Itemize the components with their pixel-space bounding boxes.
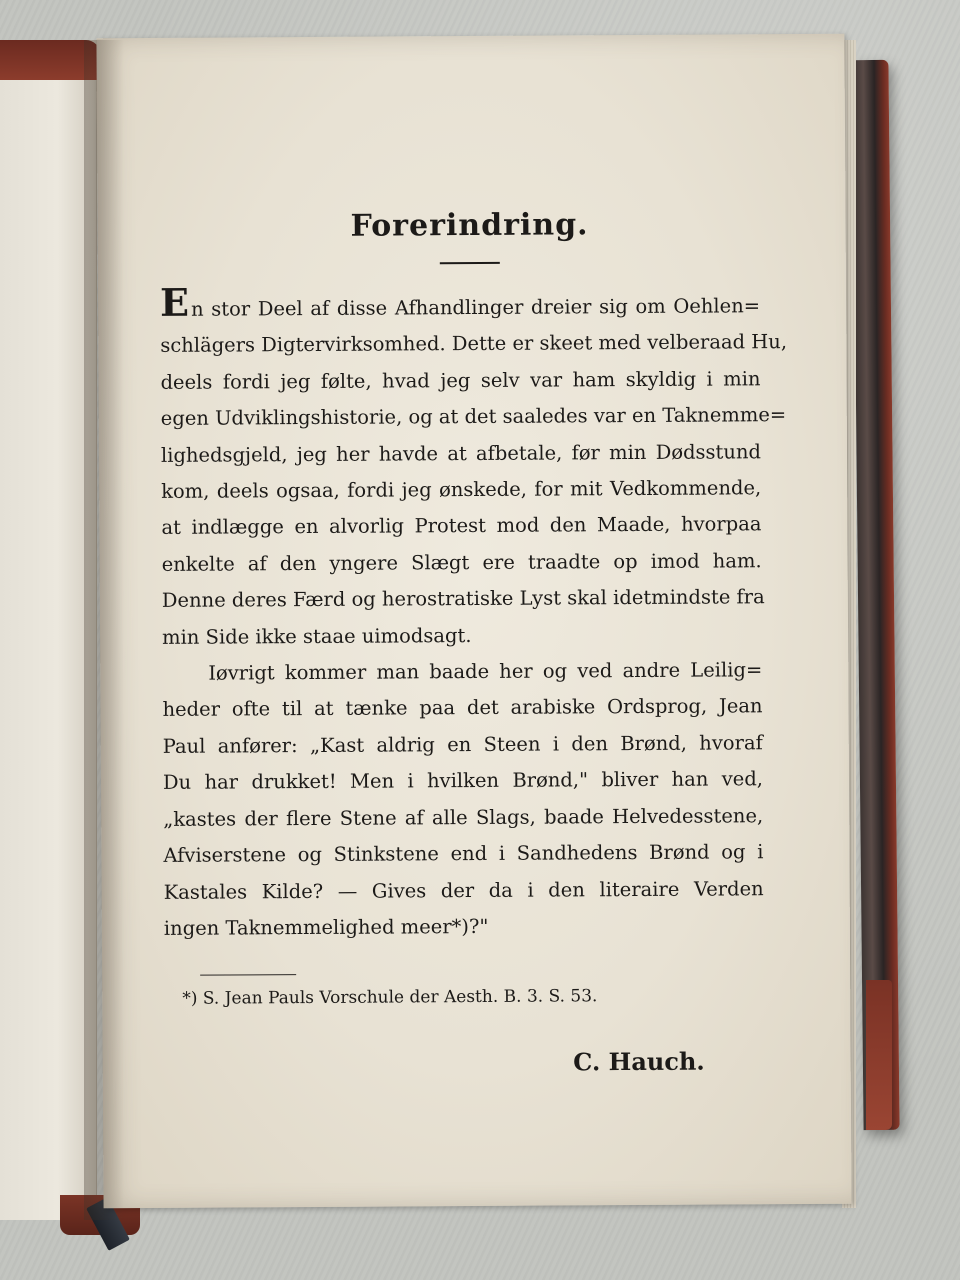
text-line: ingen Taknemmelighed meer*)?" (163, 914, 489, 940)
page-content (159, 204, 788, 1079)
text-line: schlägers Digtervirksomhed. Dette er skeet med velberaad Hu, (160, 330, 788, 358)
text-line: Paul anfører: „Kast aldrig en Steen i den Brønd, hvoraf (162, 731, 763, 758)
book-cover-corner (866, 980, 892, 1130)
text-line: at indlægge en alvorlig Protest mod den Maade, hvorpaa (161, 512, 762, 540)
text-line (159, 279, 761, 328)
title-rule (440, 262, 500, 264)
signature: C. Hauch. (573, 1046, 705, 1077)
text-line: enkelte af den yngere Slægt ere traadte op imod ham. (161, 549, 762, 576)
footnote: *) S. Jean Pauls Vorschule der Aesth. B. 3. S. 53. (182, 986, 598, 1010)
text-line-content: n stor Deel af disse Afhandlinger dreier sig om Oehlen= (190, 294, 761, 321)
text-line: Du har drukket! Men i hvilken Brønd," bliver han ved, (162, 767, 764, 795)
left-page (0, 40, 97, 1220)
text-line: „kastes der flere Stene af alle Slags, baade Helvedesstene, (163, 803, 764, 831)
paragraph-2 (162, 652, 764, 947)
text-line: Kastales Kilde? — Gives der da i den literaire Verden (163, 876, 764, 904)
text-line: heder ofte til at tænke paa det arabiske Ordsprog, Jean (162, 694, 763, 722)
text-line: lighedsgjeld, jeg her havde at afbetale, før min Dødsstund (160, 439, 762, 467)
text-line: deels fordi jeg følte, hvad jeg selv var ham skyldig i min (160, 367, 761, 394)
footnote-rule (200, 974, 296, 976)
gutter-shadow (84, 40, 124, 1220)
text-line: Iøvrigt kommer man baade her og ved andre Leilig= (208, 658, 763, 685)
text-line: Afviserstene og Stinkstene end i Sandhedens Brønd og i (163, 840, 764, 867)
drop-cap: E (159, 279, 190, 325)
page-title: Forerindring. (350, 207, 589, 244)
text-line: egen Udviklingshistorie, og at det saaledes var en Taknemme= (160, 403, 787, 431)
book-page (96, 34, 851, 1209)
text-line: min Side ikke staae uimodsagt. (162, 623, 472, 649)
paragraph-1 (159, 279, 788, 656)
text-line: Denne deres Færd og herostratiske Lyst skal idetmindste fra (161, 585, 765, 613)
text-line: kom, deels ogsaa, fordi jeg ønskede, for mit Vedkommende, (161, 476, 762, 503)
body-text (159, 279, 788, 947)
